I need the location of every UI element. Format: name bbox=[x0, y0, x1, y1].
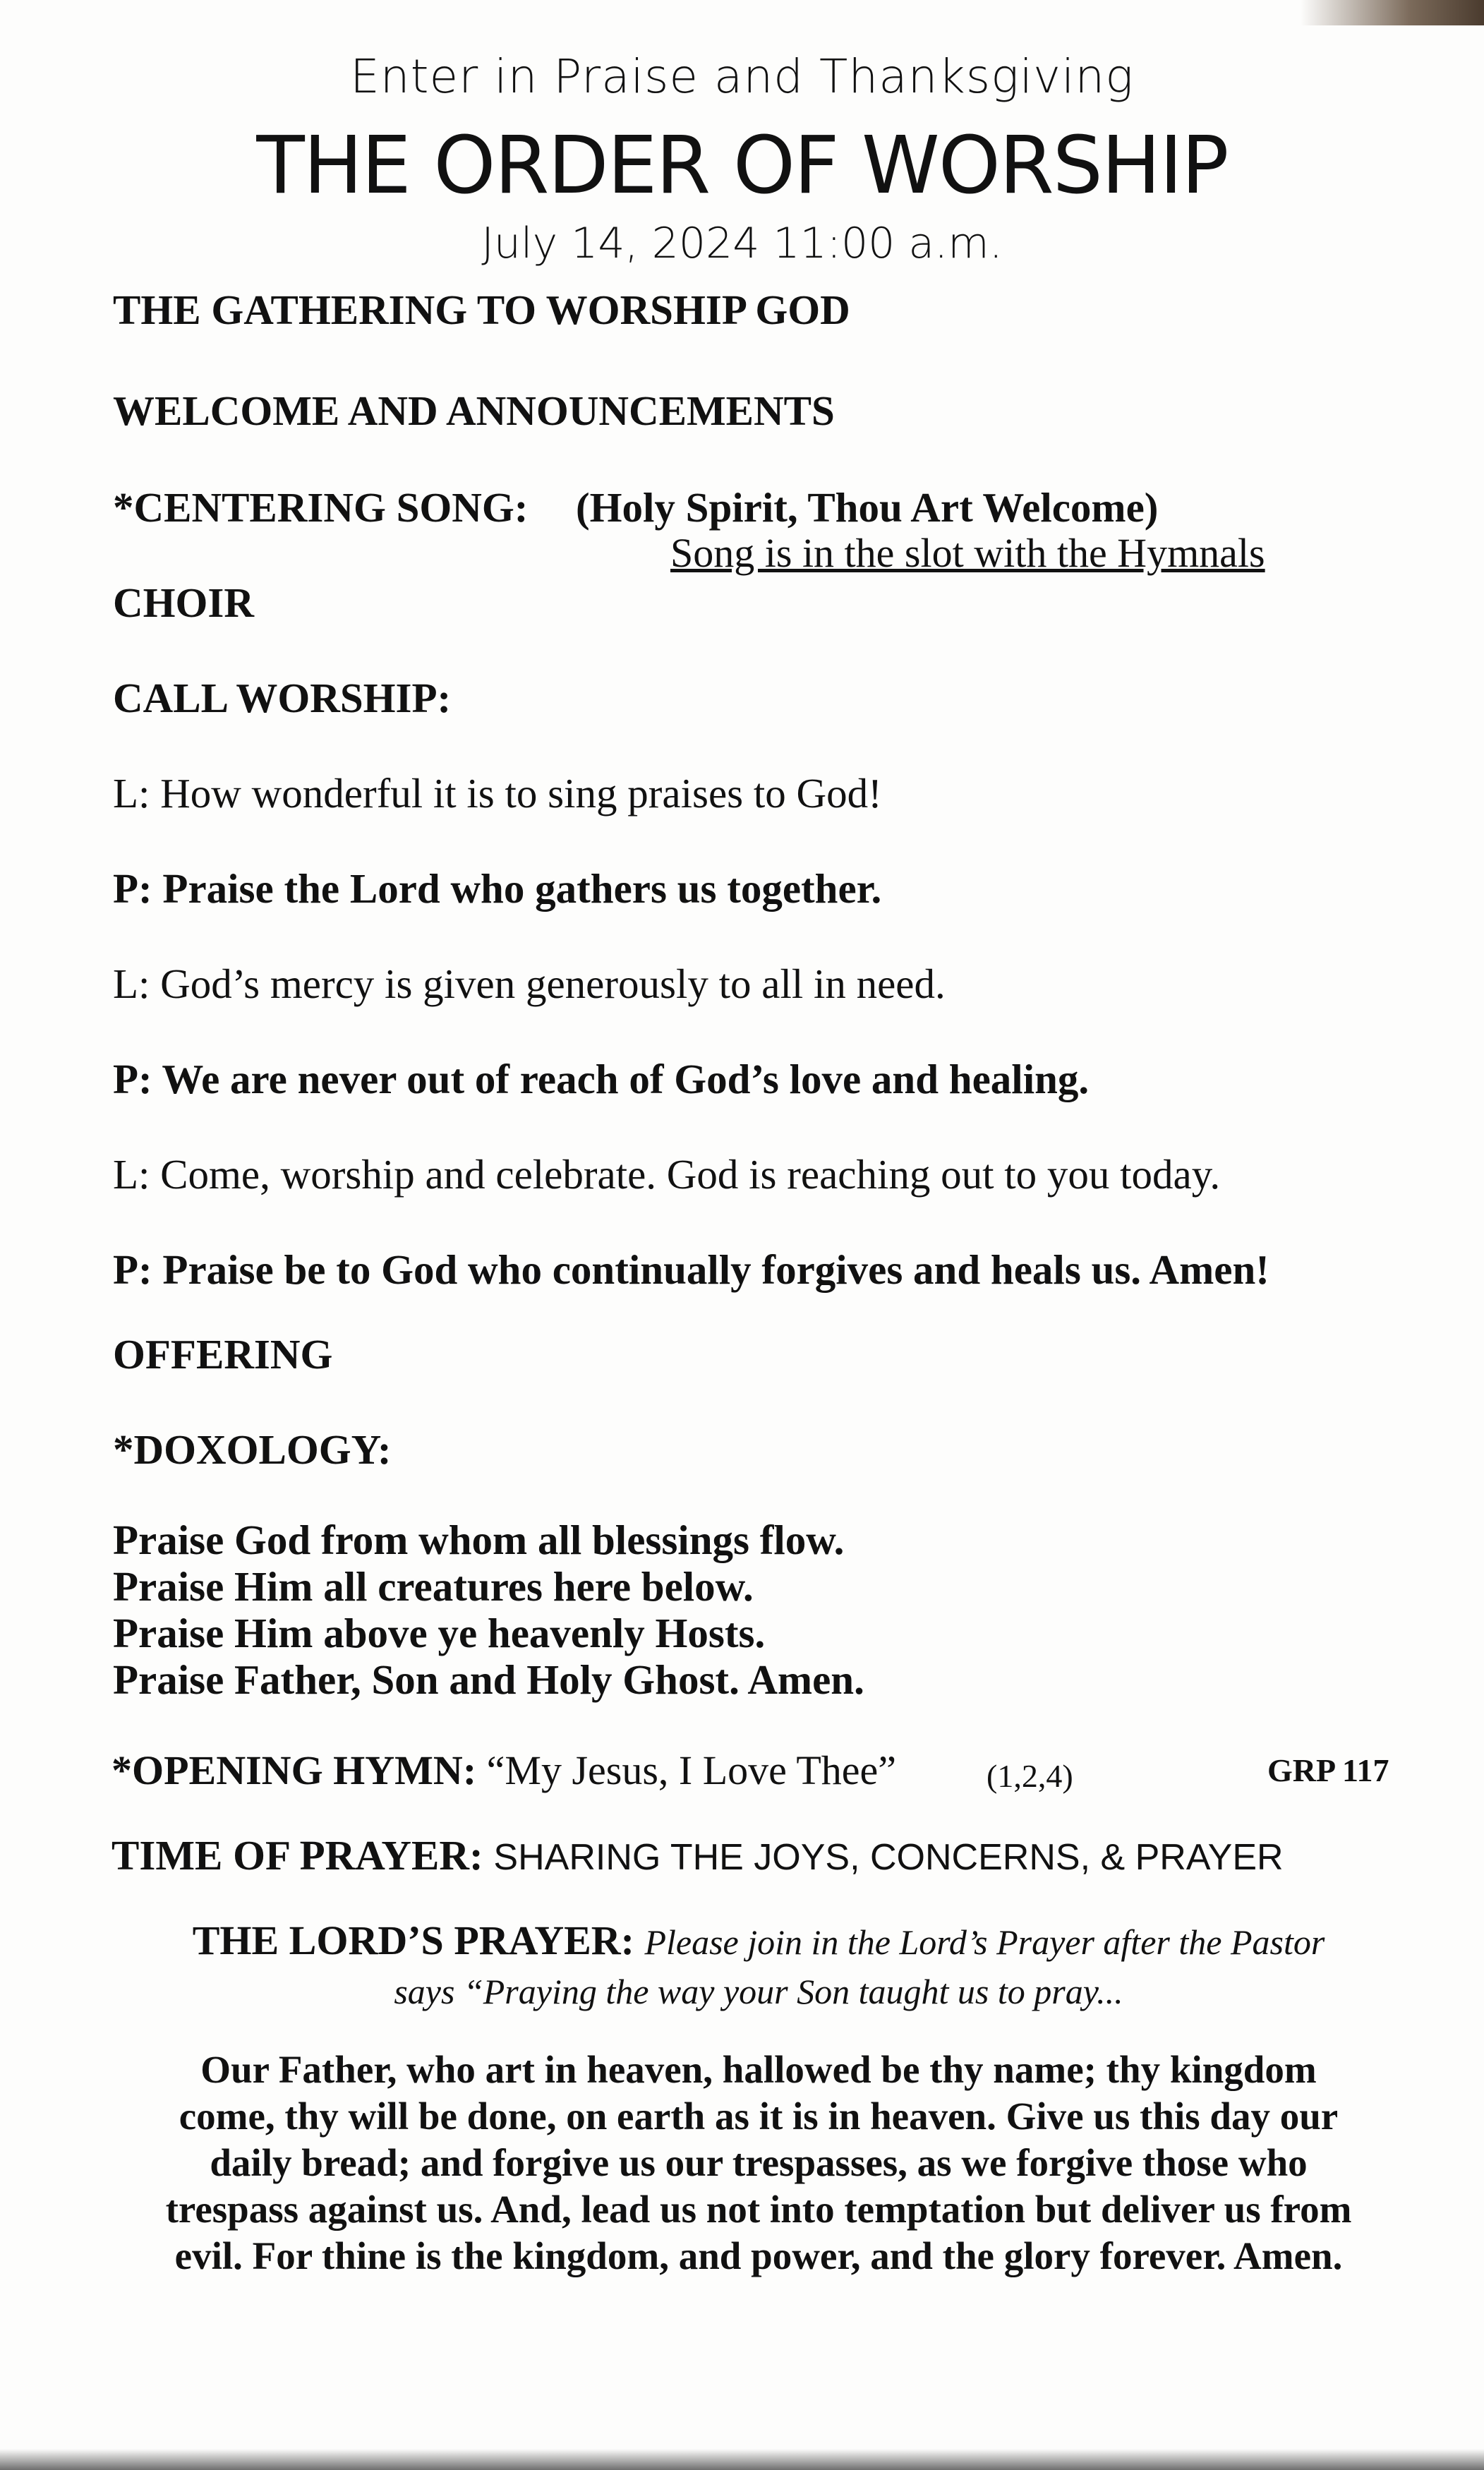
prayer-line: come, thy will be done, on earth as it is in heaven. Give us this day our bbox=[179, 2095, 1339, 2138]
doxology-line: Praise God from whom all blessings flow. bbox=[113, 1517, 845, 1563]
service-date: July 14, 2024 11:00 a.m. bbox=[481, 219, 1003, 268]
opening-hymn-title: “My Jesus, I Love Thee” bbox=[486, 1747, 897, 1793]
section-offering: OFFERING bbox=[113, 1331, 333, 1378]
call-worship-line: P: Praise be to God who continually forgives and heals us. Amen! bbox=[113, 1246, 1269, 1293]
section-call-worship: CALL WORSHIP: bbox=[113, 675, 452, 721]
centering-song-label: *CENTERING SONG: bbox=[113, 484, 529, 531]
call-worship-line: L: How wonderful it is to sing praises to God! bbox=[113, 770, 882, 817]
prayer-line: trespass against us. And, lead us not into temptation but deliver us from bbox=[165, 2188, 1352, 2231]
lords-prayer-label: THE LORD’S PRAYER: bbox=[192, 1917, 634, 1963]
opening-hymn-verses: (1,2,4) bbox=[987, 1758, 1073, 1794]
opening-hymn-label: *OPENING HYMN: bbox=[111, 1747, 477, 1793]
photo-edge-bottom bbox=[0, 2449, 1484, 2470]
time-of-prayer bbox=[111, 1831, 1284, 1880]
section-doxology: *DOXOLOGY: bbox=[113, 1426, 392, 1473]
call-worship-line: P: We are never out of reach of God’s love and healing. bbox=[113, 1056, 1090, 1102]
lords-prayer-heading bbox=[113, 1916, 1404, 2016]
centering-song-title: (Holy Spirit, Thou Art Welcome) bbox=[575, 484, 1159, 531]
opening-hymn-number: GRP 117 bbox=[1267, 1752, 1389, 1788]
doxology-line: Praise Him above ye heavenly Hosts. bbox=[113, 1610, 766, 1656]
section-gathering: THE GATHERING TO WORSHIP GOD bbox=[113, 287, 850, 333]
prayer-line: evil. For thine is the kingdom, and power, and the glory forever. Amen. bbox=[174, 2234, 1343, 2277]
time-of-prayer-text: SHARING THE JOYS, CONCERNS, & PRAYER bbox=[493, 1837, 1284, 1878]
call-worship-line: L: God’s mercy is given generously to all in need. bbox=[113, 960, 946, 1007]
page-title: THE ORDER OF WORSHIP bbox=[256, 120, 1228, 212]
call-worship-line: L: Come, worship and celebrate. God is reaching out to you today. bbox=[113, 1151, 1221, 1198]
centering-song-note: Song is in the slot with the Hymnals bbox=[670, 530, 1265, 576]
opening-hymn bbox=[111, 1747, 896, 1794]
lords-prayer-text bbox=[113, 2047, 1404, 2279]
time-of-prayer-label: TIME OF PRAYER: bbox=[111, 1832, 483, 1879]
section-welcome: WELCOME AND ANNOUNCEMENTS bbox=[113, 387, 835, 434]
lords-prayer-instruction: says “Praying the way your Son taught us to pray... bbox=[394, 1972, 1123, 2011]
lords-prayer-instruction: Please join in the Lord’s Prayer after the Pastor bbox=[644, 1922, 1325, 1962]
prayer-line: daily bread; and forgive us our trespasses, as we forgive those who bbox=[210, 2141, 1308, 2184]
doxology-line: Praise Him all creatures here below. bbox=[113, 1563, 754, 1610]
page-kicker: Enter in Praise and Thanksgiving bbox=[350, 49, 1134, 104]
call-worship-line: P: Praise the Lord who gathers us together. bbox=[113, 865, 882, 912]
section-choir: CHOIR bbox=[113, 579, 254, 626]
photo-edge-top bbox=[1301, 0, 1484, 25]
section-centering-song bbox=[113, 483, 1158, 532]
doxology-line: Praise Father, Son and Holy Ghost. Amen. bbox=[113, 1656, 864, 1703]
prayer-line: Our Father, who art in heaven, hallowed be thy name; thy kingdom bbox=[200, 2048, 1317, 2091]
